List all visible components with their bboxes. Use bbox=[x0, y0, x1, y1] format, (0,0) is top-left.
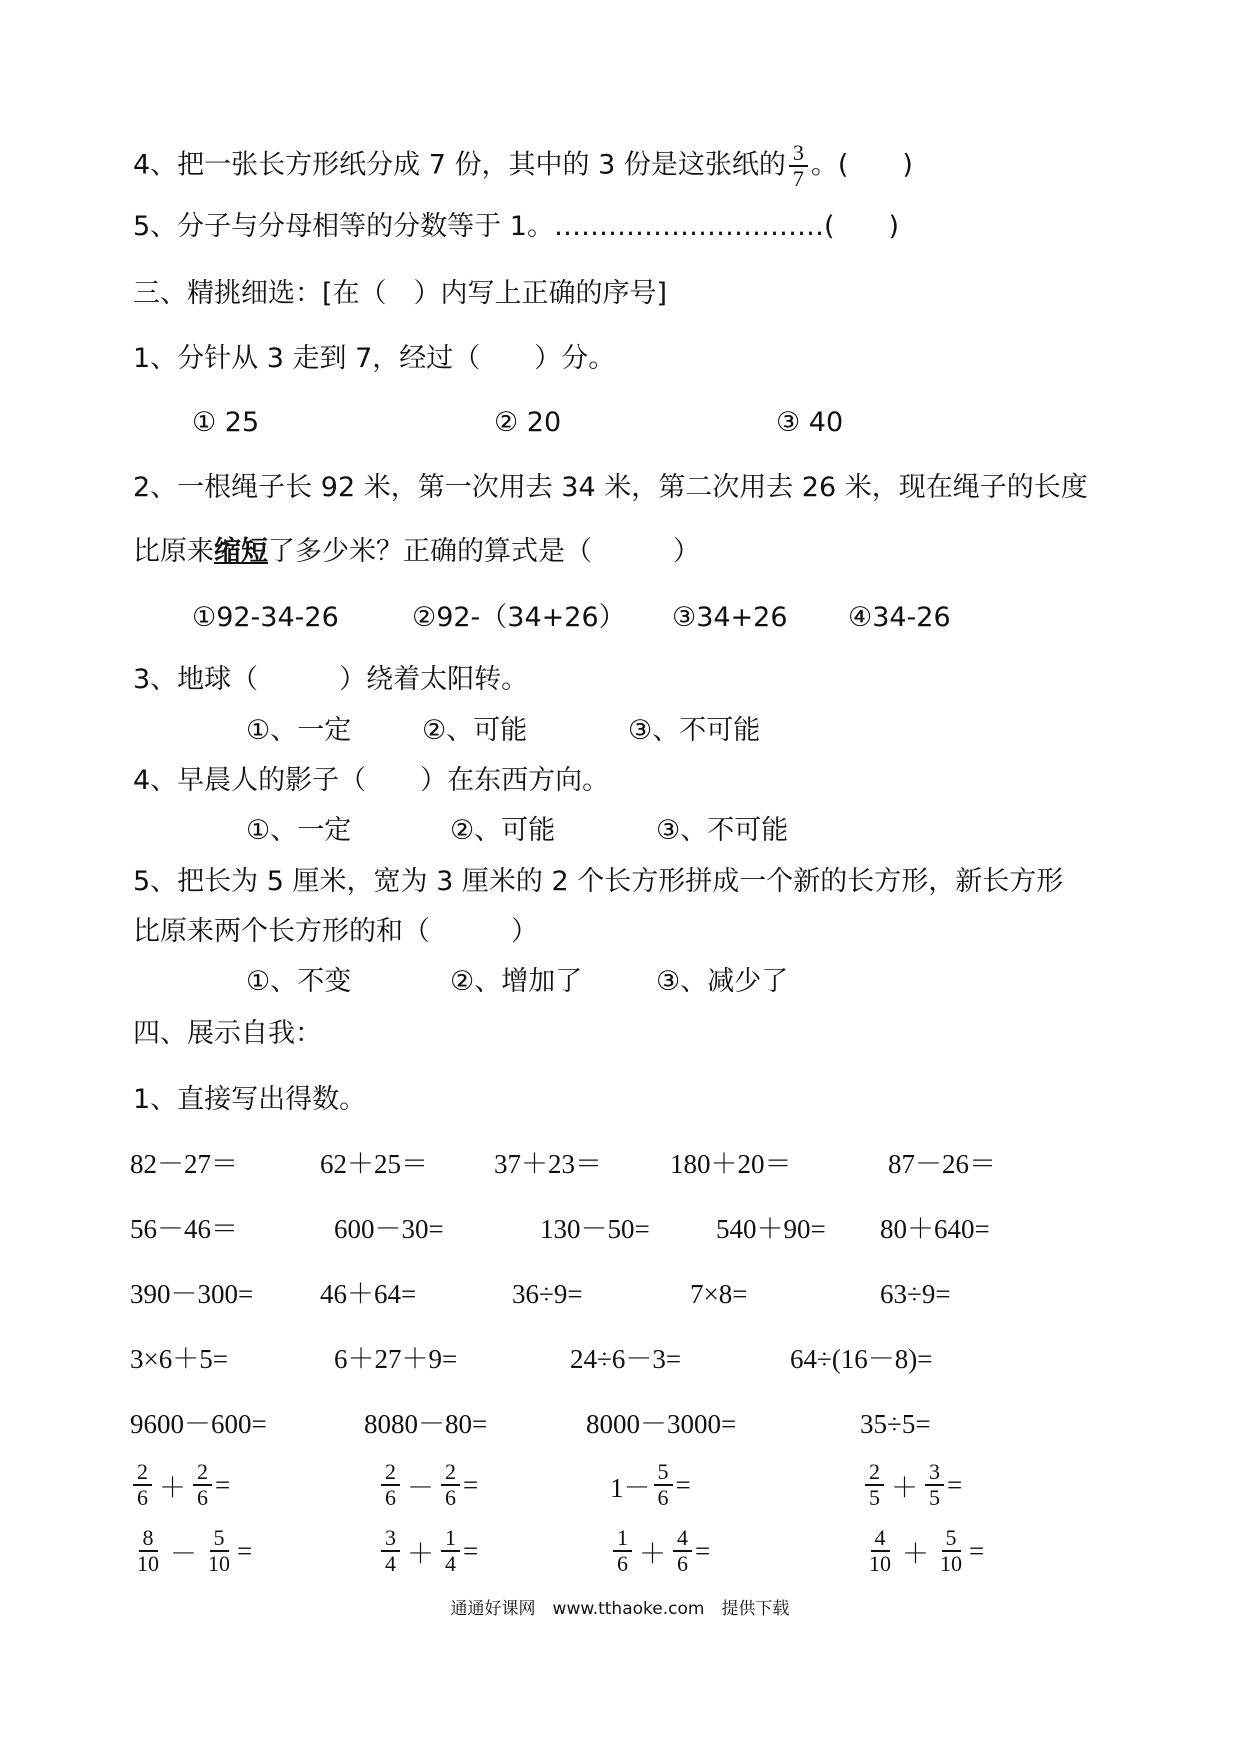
fraction bbox=[654, 1460, 673, 1510]
calc-item: 80＋640= bbox=[880, 1214, 990, 1244]
calc-item: 35÷5= bbox=[860, 1409, 931, 1439]
operator: ＋ bbox=[902, 1538, 929, 1569]
fraction-calc-item bbox=[610, 1521, 710, 1581]
fraction-denominator: 6 bbox=[137, 1485, 148, 1510]
fraction-numerator: 5 bbox=[654, 1460, 673, 1486]
choice-q1-option-2: ② 20 bbox=[494, 407, 562, 438]
choice-q3-option-2: ②、可能 bbox=[422, 715, 528, 746]
equals-sign: = bbox=[237, 1535, 253, 1566]
fraction-denominator: 6 bbox=[197, 1485, 208, 1510]
choice-q3: 3、地球（ ）绕着太阳转。 bbox=[133, 664, 529, 695]
show-q1: 1、直接写出得数。 bbox=[133, 1084, 367, 1115]
fraction-denominator: 10 bbox=[940, 1551, 962, 1576]
fraction-denominator: 5 bbox=[869, 1485, 880, 1510]
calc-item: 180＋20＝ bbox=[670, 1149, 792, 1179]
operator: － bbox=[407, 1472, 434, 1503]
choice-q5-line1: 5、把长为 5 厘米，宽为 3 厘米的 2 个长方形拼成一个新的长方形，新长方形 bbox=[133, 866, 1064, 897]
leading-term: 1－ bbox=[610, 1472, 651, 1503]
choice-q2-text-a: 比原来 bbox=[133, 536, 214, 567]
choice-q3-option-1: ①、一定 bbox=[246, 715, 352, 746]
fraction bbox=[204, 1526, 234, 1576]
operator: ＋ bbox=[159, 1472, 186, 1503]
fraction bbox=[133, 1460, 152, 1510]
calc-item: 87－26＝ bbox=[888, 1149, 996, 1179]
fraction bbox=[381, 1526, 400, 1576]
equals-sign: = bbox=[215, 1469, 231, 1500]
choice-q5-line2: 比原来两个长方形的和（ ） bbox=[133, 916, 538, 947]
choice-q1-option-3: ③ 40 bbox=[776, 407, 844, 438]
fraction-numerator: 3 bbox=[789, 141, 808, 167]
fraction bbox=[381, 1460, 400, 1510]
equals-sign: = bbox=[463, 1469, 479, 1500]
fraction-denominator: 7 bbox=[792, 166, 804, 191]
fraction-denominator: 6 bbox=[677, 1551, 688, 1576]
operator: ＋ bbox=[407, 1538, 434, 1569]
choice-q5-option-3: ③、减少了 bbox=[656, 966, 789, 997]
equals-sign: = bbox=[969, 1535, 985, 1566]
fraction-denominator: 4 bbox=[445, 1551, 456, 1576]
fraction-calc-item bbox=[130, 1455, 230, 1515]
equals-sign: = bbox=[675, 1469, 691, 1500]
fraction bbox=[613, 1526, 632, 1576]
footer-credit: 通通好课网 www.tthaoke.com 提供下载 bbox=[450, 1599, 790, 1619]
fraction-numerator: 5 bbox=[210, 1526, 229, 1552]
fraction bbox=[865, 1526, 895, 1576]
calc-item: 82－27＝ bbox=[130, 1149, 238, 1179]
choice-q1-option-1: ① 25 bbox=[192, 407, 260, 438]
equals-sign: = bbox=[695, 1535, 711, 1566]
calc-item: 8080－80= bbox=[364, 1409, 488, 1439]
fraction-numerator: 4 bbox=[871, 1526, 890, 1552]
calc-item: 63÷9= bbox=[880, 1279, 951, 1309]
calc-item: 3×6＋5= bbox=[130, 1344, 228, 1374]
fraction-numerator: 3 bbox=[925, 1460, 944, 1486]
fraction bbox=[865, 1460, 884, 1510]
fraction-calc-item bbox=[378, 1521, 478, 1581]
choice-q2-line2 bbox=[133, 535, 700, 569]
choice-q2-option-4: ④34-26 bbox=[848, 602, 951, 633]
fraction-denominator: 10 bbox=[869, 1551, 891, 1576]
fraction-numerator: 4 bbox=[673, 1526, 692, 1552]
fraction-denominator: 5 bbox=[929, 1485, 940, 1510]
equals-sign: = bbox=[463, 1535, 479, 1566]
calc-item: 130－50= bbox=[540, 1214, 650, 1244]
choice-q4-option-2: ②、可能 bbox=[450, 815, 556, 846]
fraction bbox=[673, 1526, 692, 1576]
fraction bbox=[193, 1460, 212, 1510]
fraction-numerator: 3 bbox=[381, 1526, 400, 1552]
section-three-heading: 三、精挑细选：[在（ ）内写上正确的序号] bbox=[133, 278, 668, 309]
calc-item: 9600－600= bbox=[130, 1409, 267, 1439]
fraction-numerator: 1 bbox=[441, 1526, 460, 1552]
calc-item: 46＋64= bbox=[320, 1279, 417, 1309]
calc-item: 540＋90= bbox=[716, 1214, 826, 1244]
fraction-numerator: 1 bbox=[613, 1526, 632, 1552]
fraction bbox=[441, 1460, 460, 1510]
choice-q2-option-2: ②92-（34+26） bbox=[412, 602, 626, 633]
fraction-denominator: 6 bbox=[617, 1551, 628, 1576]
fraction-calc-item bbox=[862, 1521, 984, 1581]
fraction-calc-item bbox=[610, 1455, 691, 1515]
fraction bbox=[133, 1526, 163, 1576]
fraction bbox=[936, 1526, 966, 1576]
operator: － bbox=[170, 1538, 197, 1569]
operator: ＋ bbox=[639, 1538, 666, 1569]
choice-q4-option-1: ①、一定 bbox=[246, 815, 352, 846]
choice-q4-option-3: ③、不可能 bbox=[656, 815, 789, 846]
choice-q2-underlined: 缩短 bbox=[214, 536, 268, 567]
equals-sign: = bbox=[947, 1469, 963, 1500]
calc-item: 56－46＝ bbox=[130, 1214, 238, 1244]
fraction-numerator: 2 bbox=[193, 1460, 212, 1486]
judge-q5: 5、分子与分母相等的分数等于 1。…………………………( ) bbox=[133, 211, 900, 242]
choice-q2-text-b: 了多少米？正确的算式是（ ） bbox=[268, 536, 700, 567]
fraction-numerator: 2 bbox=[441, 1460, 460, 1486]
fraction-denominator: 6 bbox=[385, 1485, 396, 1510]
calc-item: 390－300= bbox=[130, 1279, 254, 1309]
choice-q2-option-1: ①92-34-26 bbox=[192, 602, 339, 633]
fraction-numerator: 2 bbox=[381, 1460, 400, 1486]
choice-q3-option-3: ③、不可能 bbox=[628, 715, 761, 746]
calc-item: 600－30= bbox=[334, 1214, 444, 1244]
fraction-calc-item bbox=[378, 1455, 478, 1515]
choice-q5-option-2: ②、增加了 bbox=[450, 966, 583, 997]
choice-q4: 4、早晨人的影子（ ）在东西方向。 bbox=[133, 765, 610, 796]
calc-item: 64÷(16－8)= bbox=[790, 1344, 933, 1374]
fraction-denominator: 4 bbox=[385, 1551, 396, 1576]
fraction bbox=[789, 141, 808, 191]
section-four-heading: 四、展示自我： bbox=[133, 1018, 322, 1049]
calc-item: 24÷6－3= bbox=[570, 1344, 682, 1374]
fraction-denominator: 10 bbox=[208, 1551, 230, 1576]
judge-q4 bbox=[133, 141, 913, 191]
operator: ＋ bbox=[891, 1472, 918, 1503]
choice-q1: 1、分针从 3 走到 7，经过（ ）分。 bbox=[133, 343, 616, 374]
calc-item: 7×8= bbox=[690, 1279, 748, 1309]
fraction-denominator: 10 bbox=[137, 1551, 159, 1576]
calc-item: 6＋27＋9= bbox=[334, 1344, 458, 1374]
fraction-numerator: 2 bbox=[865, 1460, 884, 1486]
fraction-calc-item bbox=[130, 1521, 252, 1581]
fraction-denominator: 6 bbox=[657, 1485, 669, 1510]
fraction-numerator: 5 bbox=[942, 1526, 961, 1552]
fraction bbox=[925, 1460, 944, 1510]
fraction bbox=[441, 1526, 460, 1576]
fraction-denominator: 6 bbox=[445, 1485, 456, 1510]
fraction-numerator: 2 bbox=[133, 1460, 152, 1486]
judge-q4-tail: 。( ) bbox=[810, 149, 913, 181]
choice-q2-option-3: ③34+26 bbox=[672, 602, 788, 633]
fraction-numerator: 8 bbox=[139, 1526, 158, 1552]
choice-q2-line1: 2、一根绳子长 92 米，第一次用去 34 米，第二次用去 26 米，现在绳子的长度 bbox=[133, 472, 1088, 503]
calc-item: 62＋25＝ bbox=[320, 1149, 428, 1179]
calc-item: 37＋23＝ bbox=[494, 1149, 602, 1179]
choice-q5-option-1: ①、不变 bbox=[246, 966, 352, 997]
fraction-calc-item bbox=[862, 1455, 962, 1515]
judge-q4-text: 4、把一张长方形纸分成 7 份，其中的 3 份是这张纸的 bbox=[133, 149, 786, 181]
calc-item: 36÷9= bbox=[512, 1279, 583, 1309]
calc-item: 8000－3000= bbox=[586, 1409, 737, 1439]
